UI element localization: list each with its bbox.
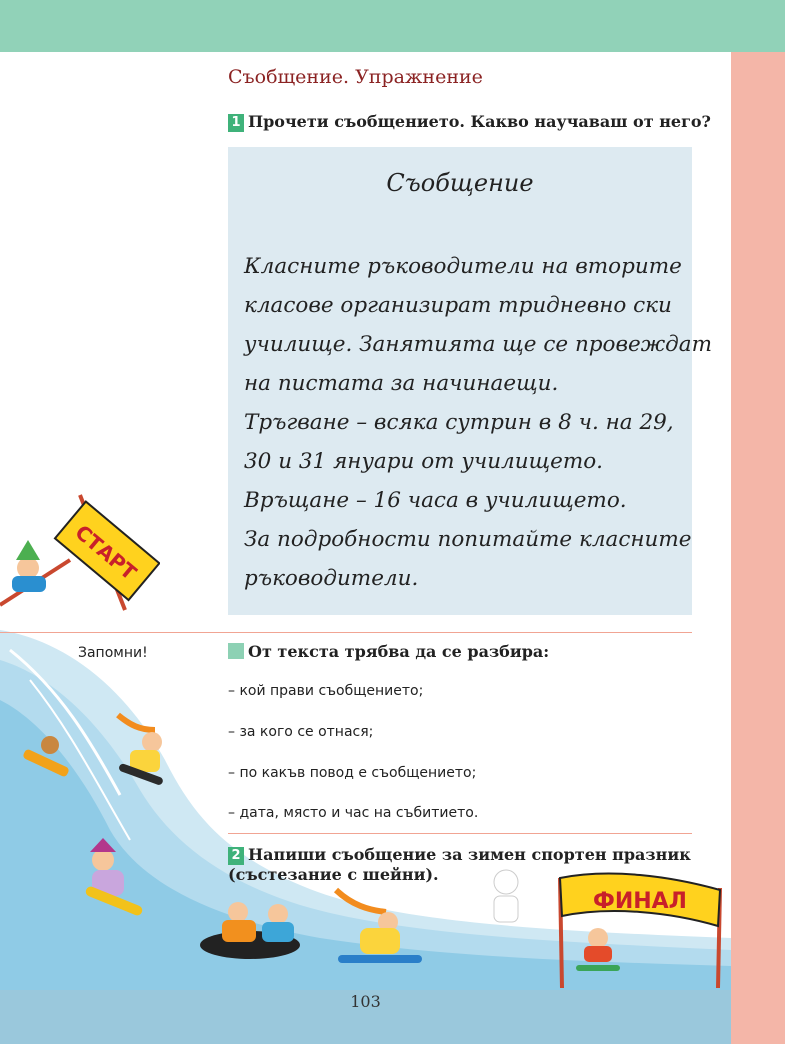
message-line: Връщане – 16 часа в училището. xyxy=(244,488,627,513)
start-sign-label: СТАРТ xyxy=(70,519,142,585)
message-body xyxy=(244,247,713,598)
remember-item: – за кого се отнася; xyxy=(228,724,374,740)
remember-item: – по какъв повод е съобщението; xyxy=(228,765,477,781)
message-line: училище. Занятията ще се провеждат xyxy=(244,332,713,357)
task-2-number-badge: 2 xyxy=(228,847,244,865)
message-line: Тръгване – всяка сутрин в 8 ч. на 29, xyxy=(244,410,674,435)
top-color-band xyxy=(0,0,785,52)
message-line: на пистата за начинаещи. xyxy=(244,371,559,396)
page-number: 103 xyxy=(350,992,381,1011)
start-sign-illustration xyxy=(0,490,160,620)
message-line: За подробности попитайте класните xyxy=(244,527,692,552)
remember-item: – кой прави съобщението; xyxy=(228,683,424,699)
remember-item: – дата, място и час на събитието. xyxy=(228,805,479,821)
message-title: Съобщение xyxy=(386,169,534,197)
section-title: Съобщение. Упражнение xyxy=(228,66,483,88)
task-1 xyxy=(228,112,711,132)
task-2-text: Напиши съобщение за зимен спортен празник (състезание с шейни). xyxy=(228,845,691,884)
message-box xyxy=(228,147,713,615)
task-1-text: Прочети съобщението. Какво научаваш от него? xyxy=(248,112,711,131)
green-square-marker xyxy=(228,643,244,659)
right-margin-strip xyxy=(731,52,785,1044)
task-1-number-badge: 1 xyxy=(228,114,244,132)
finish-banner-illustration xyxy=(550,868,731,990)
message-line: Класните ръководители на вторите xyxy=(244,254,682,279)
message-line: 30 и 31 януари от училището. xyxy=(244,449,604,474)
finish-banner-label: ФИНАЛ xyxy=(593,889,687,914)
remember-label: Запомни! xyxy=(78,645,148,661)
message-line: ръководители. xyxy=(244,566,419,591)
divider-top xyxy=(0,632,692,633)
message-line: класове организират тридневно ски xyxy=(244,293,672,318)
remember-heading: От текста трябва да се разбира: xyxy=(228,642,549,661)
